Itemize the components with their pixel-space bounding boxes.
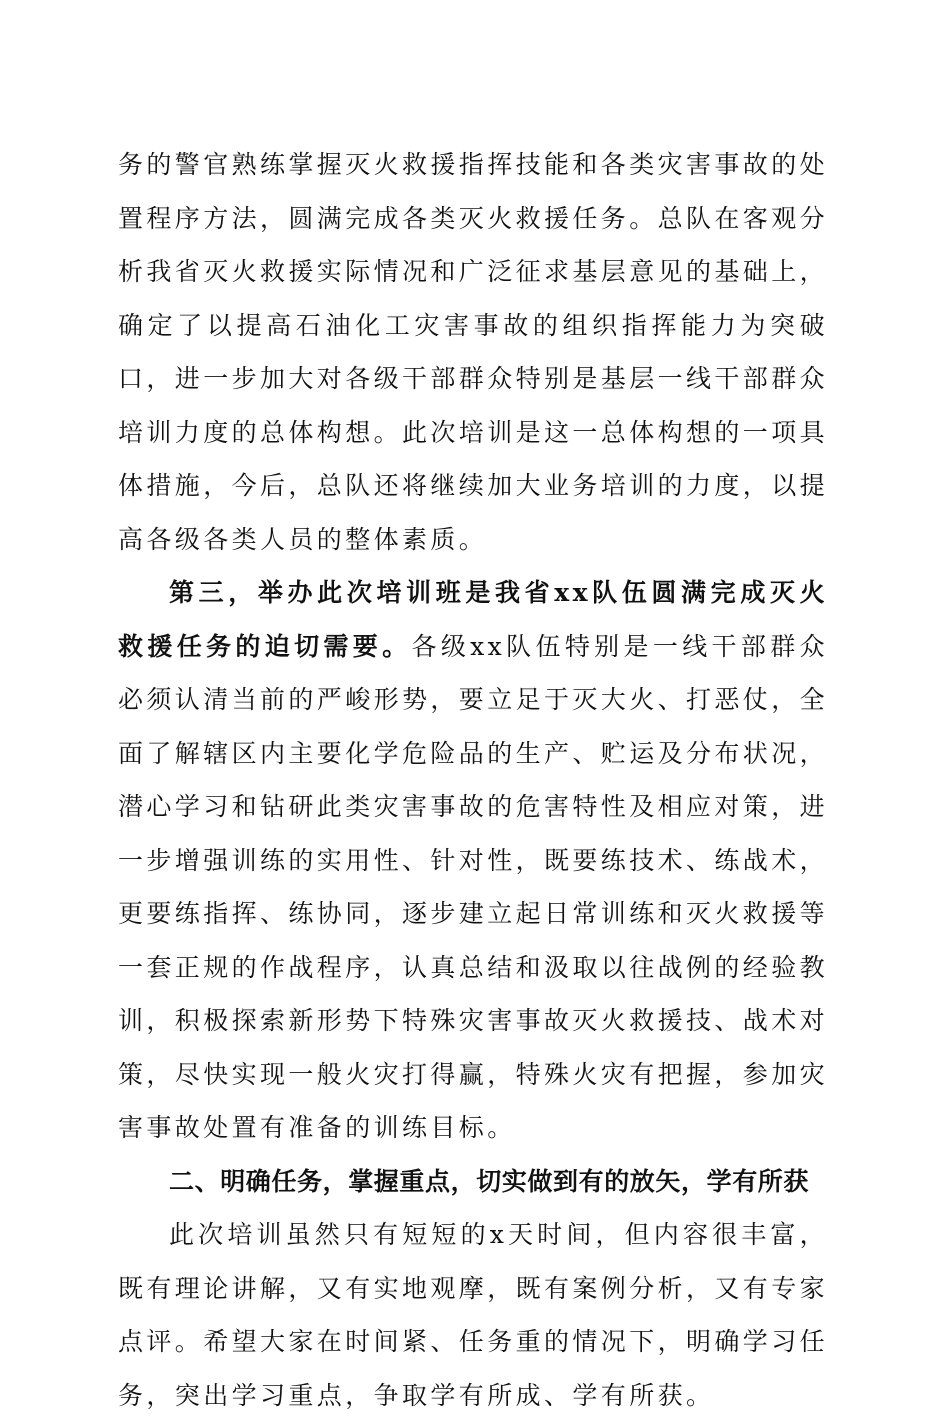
section-heading-2: 二、明确任务，掌握重点，切实做到有的放矢，学有所获 xyxy=(169,1166,810,1196)
paragraph-2 xyxy=(118,566,828,1155)
paragraph-2-lead: 第三，举办此次培训班是我省xx队伍圆满完成灭火救援任务的迫切需要。 xyxy=(118,578,828,661)
paragraph-3: 此次培训虽然只有短短的x天时间，但内容很丰富，既有理论讲解，又有实地观摩，既有案例分析，又有专家点评。希望大家在时间紧、任务重的情况下，明确学习任务，突出学习重点，争取学有所成、学有所获。 xyxy=(118,1220,829,1410)
paragraph-1: 务的警官熟练掌握灭火救援指挥技能和各类灾害事故的处置程序方法，圆满完成各类灭火救援任务。总队在客观分析我省灭火救援实际情况和广泛征求基层意见的基础上，确定了以提高石油化工灾害事故的组织指挥能力为突破口，进一步加大对各级干部群众特别是基层一线干部群众培训力度的总体构想。此次培训是这一总体构想的一项具体措施，今后，总队还将继续加大业务培训的力度，以提高各级各类人员的整体素质。 xyxy=(118,150,829,554)
paragraph-2-body: 各级xx队伍特别是一线干部群众必须认清当前的严峻形势，要立足于灭大火、打恶仗，全面了解辖区内主要化学危险品的生产、贮运及分布状况，潜心学习和钻研此类灾害事故的危害特性及相应对策，进一步增强训练的实用性、针对性，既要练技术、练战术，更要练指挥、练协同，逐步建立起日常训练和灭火救援等一套正规的作战程序，认真总结和汲取以往战例的经验教训，积极探索新形势下特殊灾害事故灭火救援技、战术对策，尽快实现一般火灾打得赢，特殊火灾有把握，参加灾害事故处置有准备的训练目标。 xyxy=(118,631,829,1142)
document-body xyxy=(118,138,828,1422)
